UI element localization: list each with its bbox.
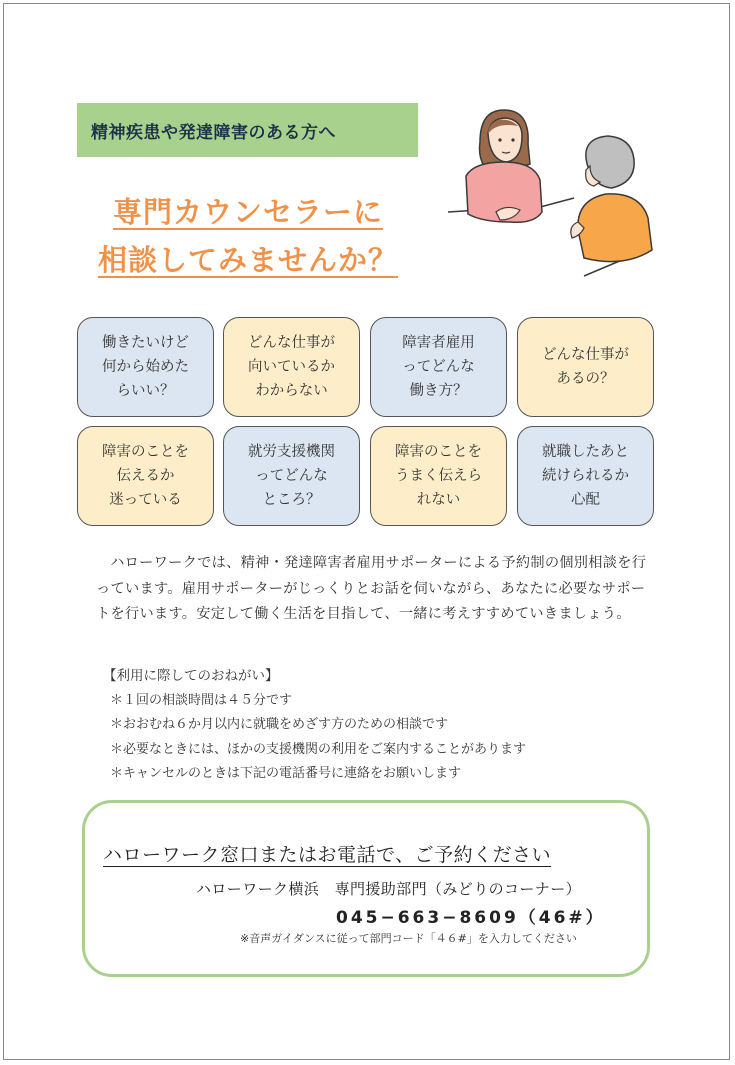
concern-card: 障害者雇用 ってどんな 働き方？: [370, 317, 507, 417]
target-audience-banner: 精神疾患や発達障害のある方へ: [77, 103, 418, 157]
contact-phone[interactable]: 045−663−8609（46#）: [336, 908, 606, 928]
headline-line-2: 相談してみませんか？: [97, 243, 398, 277]
headline-line-1: 専門カウンセラーに: [112, 195, 383, 229]
intro-paragraph: ハローワークでは、精神・発達障害者雇用サポーターによる予約制の個別相談を行っています。雇用サポーターがじっくりとお話を伺いながら、あなたに必要なサポートを行います。安定して働く生活を目指して、一緒に考えすすめていきましょう。: [96, 555, 647, 622]
concern-card: どんな仕事が 向いているか わからない: [223, 317, 360, 417]
concern-card: 就職したあと 続けられるか 心配: [517, 426, 654, 526]
note-item: ＊おおむね６か月以内に就職をめざす方のための相談です: [110, 717, 449, 732]
contact-note: ※音声ガイダンスに従って部門コード「４６#」を入力してください: [240, 932, 577, 945]
note-item: ＊必要なときには、ほかの支援機関の利用をご案内することがあります: [110, 742, 527, 757]
concern-card: どんな仕事が あるの？: [517, 317, 654, 417]
concern-card: 就労支援機関 ってどんな ところ？: [223, 426, 360, 526]
notes-title: 【利用に際してのおねがい】: [103, 668, 279, 684]
concern-card: 障害のことを 伝えるか 迷っている: [77, 426, 214, 526]
concern-card: 障害のことを うまく伝えら れない: [370, 426, 507, 526]
note-item: ＊キャンセルのときは下記の電話番号に連絡をお願いします: [110, 766, 462, 781]
note-item: ＊１回の相談時間は４５分です: [110, 693, 293, 708]
counseling-illustration: [444, 100, 664, 280]
contact-heading: ハローワーク窓口またはお電話で、ご予約ください: [103, 844, 552, 866]
concern-card: 働きたいけど 何から始めた らいい？: [77, 317, 214, 417]
contact-office: ハローワーク横浜 専門援助部門（みどりのコーナー）: [196, 880, 582, 898]
